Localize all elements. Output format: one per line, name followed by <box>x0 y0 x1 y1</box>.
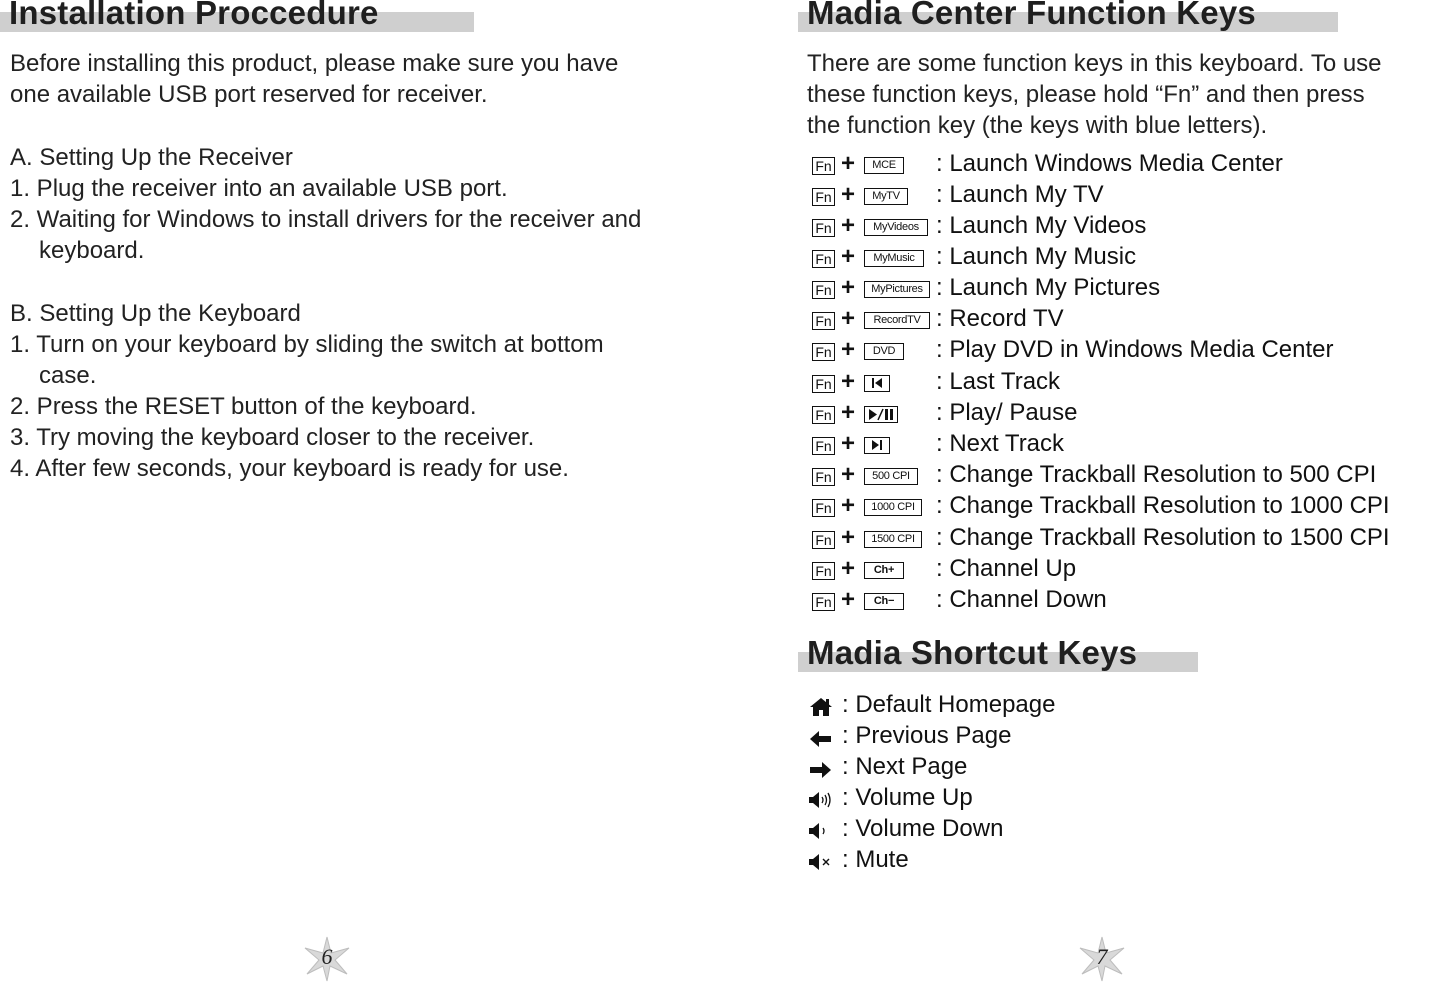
fn-key: Fn <box>812 312 835 330</box>
volume-up-icon <box>808 790 834 810</box>
left-page <box>0 0 716 978</box>
mute-icon <box>808 852 834 872</box>
shortcut-description: : Previous Page <box>842 722 1012 749</box>
function-key-row <box>812 366 1432 397</box>
cpi-1000-key: 1000 CPI <box>864 499 922 516</box>
keyboard-step-1: 1. Turn on your keyboard by sliding the switch at bottom <box>10 330 604 358</box>
channel-down-key: Ch− <box>864 593 904 610</box>
shortcut-row <box>808 844 1308 875</box>
keyboard-subheading: B. Setting Up the Keyboard <box>10 299 301 327</box>
fn-key: Fn <box>812 219 835 237</box>
function-key-row <box>812 522 1432 553</box>
next-track-icon <box>870 439 884 451</box>
function-key-row <box>812 179 1432 210</box>
back-arrow-icon <box>808 728 834 748</box>
plus-sign: + <box>841 150 856 177</box>
function-keys-intro <box>807 48 1382 142</box>
plus-sign: + <box>841 336 856 363</box>
plus-sign: + <box>841 430 856 457</box>
intro-line-2: one available USB port reserved for receiver. <box>10 81 488 109</box>
mce-key: MCE <box>864 157 904 174</box>
page-number: 7 <box>1096 944 1108 969</box>
function-key-row <box>812 397 1432 428</box>
function-key-row <box>812 553 1432 584</box>
fn-key: Fn <box>812 375 835 393</box>
plus-sign: + <box>841 212 856 239</box>
key-description: : Launch My Music <box>936 243 1137 270</box>
shortcut-row <box>808 751 1308 782</box>
keyboard-step-3: 3. Try moving the keyboard closer to the receiver. <box>10 424 535 452</box>
fn-key: Fn <box>812 281 835 299</box>
plus-sign: + <box>841 368 856 395</box>
shortcut-keys-heading <box>798 634 1198 676</box>
keyboard-step-1-cont: case. <box>39 361 97 389</box>
function-key-row <box>812 334 1432 365</box>
plus-sign: + <box>841 492 856 519</box>
function-key-row <box>812 148 1432 179</box>
function-key-row <box>812 303 1432 334</box>
forward-arrow-icon <box>808 759 834 779</box>
plus-sign: + <box>841 305 856 332</box>
shortcut-row <box>808 782 1308 813</box>
keyboard-step-2: 2. Press the RESET button of the keyboard. <box>10 393 477 421</box>
my-pictures-key: MyPictures <box>864 281 930 298</box>
key-description: : Change Trackball Resolution to 1000 CPI <box>936 492 1390 519</box>
cpi-1500-key: 1500 CPI <box>864 531 922 548</box>
volume-down-icon <box>808 821 834 841</box>
heading-text: Madia Shortcut Keys <box>807 634 1138 671</box>
fn-key: Fn <box>812 499 835 517</box>
shortcut-row <box>808 689 1308 720</box>
plus-sign: + <box>841 399 856 426</box>
function-keys-heading <box>798 0 1338 36</box>
right-page <box>716 0 1432 978</box>
installation-body <box>10 48 641 485</box>
receiver-subheading: A. Setting Up the Receiver <box>10 143 293 171</box>
cpi-500-key: 500 CPI <box>864 468 918 485</box>
function-key-row <box>812 459 1432 490</box>
play-pause-key <box>864 406 898 423</box>
receiver-step-1: 1. Plug the receiver into an available USB port. <box>10 174 508 202</box>
function-key-row <box>812 490 1432 521</box>
key-description: : Launch My TV <box>936 181 1104 208</box>
fn-key: Fn <box>812 406 835 424</box>
channel-up-key: Ch+ <box>864 562 904 579</box>
next-track-key <box>864 437 890 454</box>
heading-text: Installation Proccedure <box>9 0 379 31</box>
my-tv-key: MyTV <box>864 188 908 205</box>
intro-line-1: There are some function keys in this keyboard. To use <box>807 50 1382 77</box>
shortcut-row <box>808 720 1308 751</box>
shortcut-description: : Volume Down <box>842 815 1004 842</box>
key-description: : Record TV <box>936 305 1064 332</box>
record-tv-key: RecordTV <box>864 312 930 329</box>
fn-key: Fn <box>812 157 835 175</box>
plus-sign: + <box>841 586 856 613</box>
play-pause-icon <box>868 408 894 421</box>
key-description: : Change Trackball Resolution to 500 CPI <box>936 461 1377 488</box>
my-music-key: MyMusic <box>864 250 924 267</box>
key-description: : Launch Windows Media Center <box>936 150 1283 177</box>
plus-sign: + <box>841 274 856 301</box>
shortcut-description: : Default Homepage <box>842 691 1056 718</box>
intro-line-3: the function key (the keys with blue letters). <box>807 112 1268 140</box>
function-key-row <box>812 210 1432 241</box>
page-number-badge-6 <box>302 936 352 982</box>
plus-sign: + <box>841 181 856 208</box>
plus-sign: + <box>841 461 856 488</box>
key-description: : Play DVD in Windows Media Center <box>936 336 1334 363</box>
receiver-step-2: 2. Waiting for Windows to install drivers for the receiver and <box>10 205 642 233</box>
key-description: : Change Trackball Resolution to 1500 CPI <box>936 524 1390 551</box>
heading-text: Madia Center Function Keys <box>807 0 1256 31</box>
my-videos-key: MyVideos <box>864 219 928 236</box>
plus-sign: + <box>841 243 856 270</box>
shortcut-row <box>808 813 1308 844</box>
fn-key: Fn <box>812 562 835 580</box>
plus-sign: + <box>841 524 856 551</box>
key-description: : Last Track <box>936 368 1061 395</box>
function-key-row <box>812 241 1432 272</box>
fn-key: Fn <box>812 343 835 361</box>
key-description: : Launch My Pictures <box>936 274 1161 301</box>
keyboard-step-4: 4. After few seconds, your keyboard is ready for use. <box>10 455 569 483</box>
fn-key: Fn <box>812 437 835 455</box>
function-key-row <box>812 584 1432 615</box>
intro-line-1: Before installing this product, please make sure you have <box>10 50 619 77</box>
shortcut-description: : Volume Up <box>842 784 973 811</box>
key-description: : Channel Up <box>936 555 1077 582</box>
fn-key: Fn <box>812 531 835 549</box>
fn-key: Fn <box>812 468 835 486</box>
fn-key: Fn <box>812 593 835 611</box>
fn-key: Fn <box>812 250 835 268</box>
key-description: : Channel Down <box>936 586 1107 613</box>
page-number: 6 <box>321 944 333 969</box>
previous-track-icon <box>870 377 884 389</box>
function-key-row <box>812 428 1432 459</box>
installation-heading <box>0 0 474 36</box>
previous-track-key <box>864 375 890 392</box>
fn-key: Fn <box>812 188 835 206</box>
shortcut-description: : Mute <box>842 846 909 873</box>
dvd-key: DVD <box>864 343 904 360</box>
shortcut-description: : Next Page <box>842 753 968 780</box>
key-description: : Play/ Pause <box>936 399 1078 426</box>
receiver-step-2-cont: keyboard. <box>39 237 145 265</box>
intro-line-2: these function keys, please hold “Fn” and then press <box>807 81 1365 109</box>
function-key-row <box>812 272 1432 303</box>
key-description: : Next Track <box>936 430 1065 457</box>
page-number-badge-7 <box>1077 936 1127 982</box>
key-description: : Launch My Videos <box>936 212 1147 239</box>
plus-sign: + <box>841 555 856 582</box>
home-icon <box>808 697 834 717</box>
